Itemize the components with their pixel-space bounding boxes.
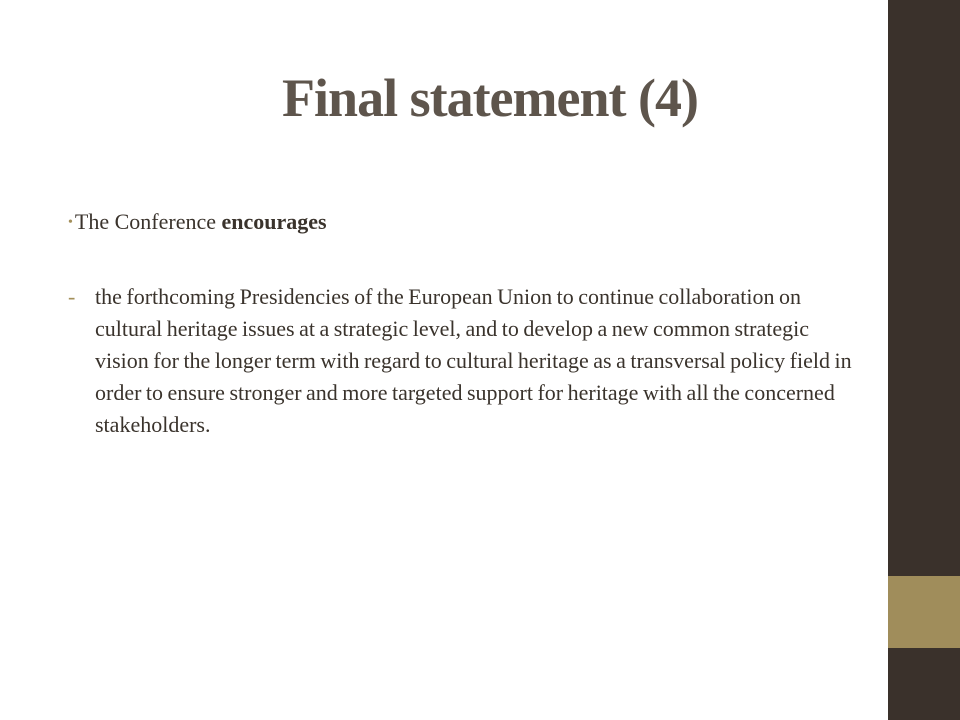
- bullet-item: [68, 206, 327, 242]
- dash-marker: -: [68, 284, 76, 309]
- bullet-icon: •: [68, 215, 73, 230]
- sub-list-item: [68, 281, 868, 441]
- sidebar-accent-block: [888, 576, 960, 648]
- bullet-emphasis: encourages: [221, 209, 327, 234]
- bullet-text: The Conference: [74, 209, 222, 234]
- sub-item-text: the forthcoming Presidencies of the European Union to continue collaboration on cultural heritage issues at a strategic level, and to develop a new common strategic vision for the longer term with regard to cultural heritage as a transversal policy field in order to ensure stronger and more targeted support for heritage with all the concerned stakeholders.: [95, 284, 852, 437]
- slide-title: Final statement (4): [282, 68, 698, 128]
